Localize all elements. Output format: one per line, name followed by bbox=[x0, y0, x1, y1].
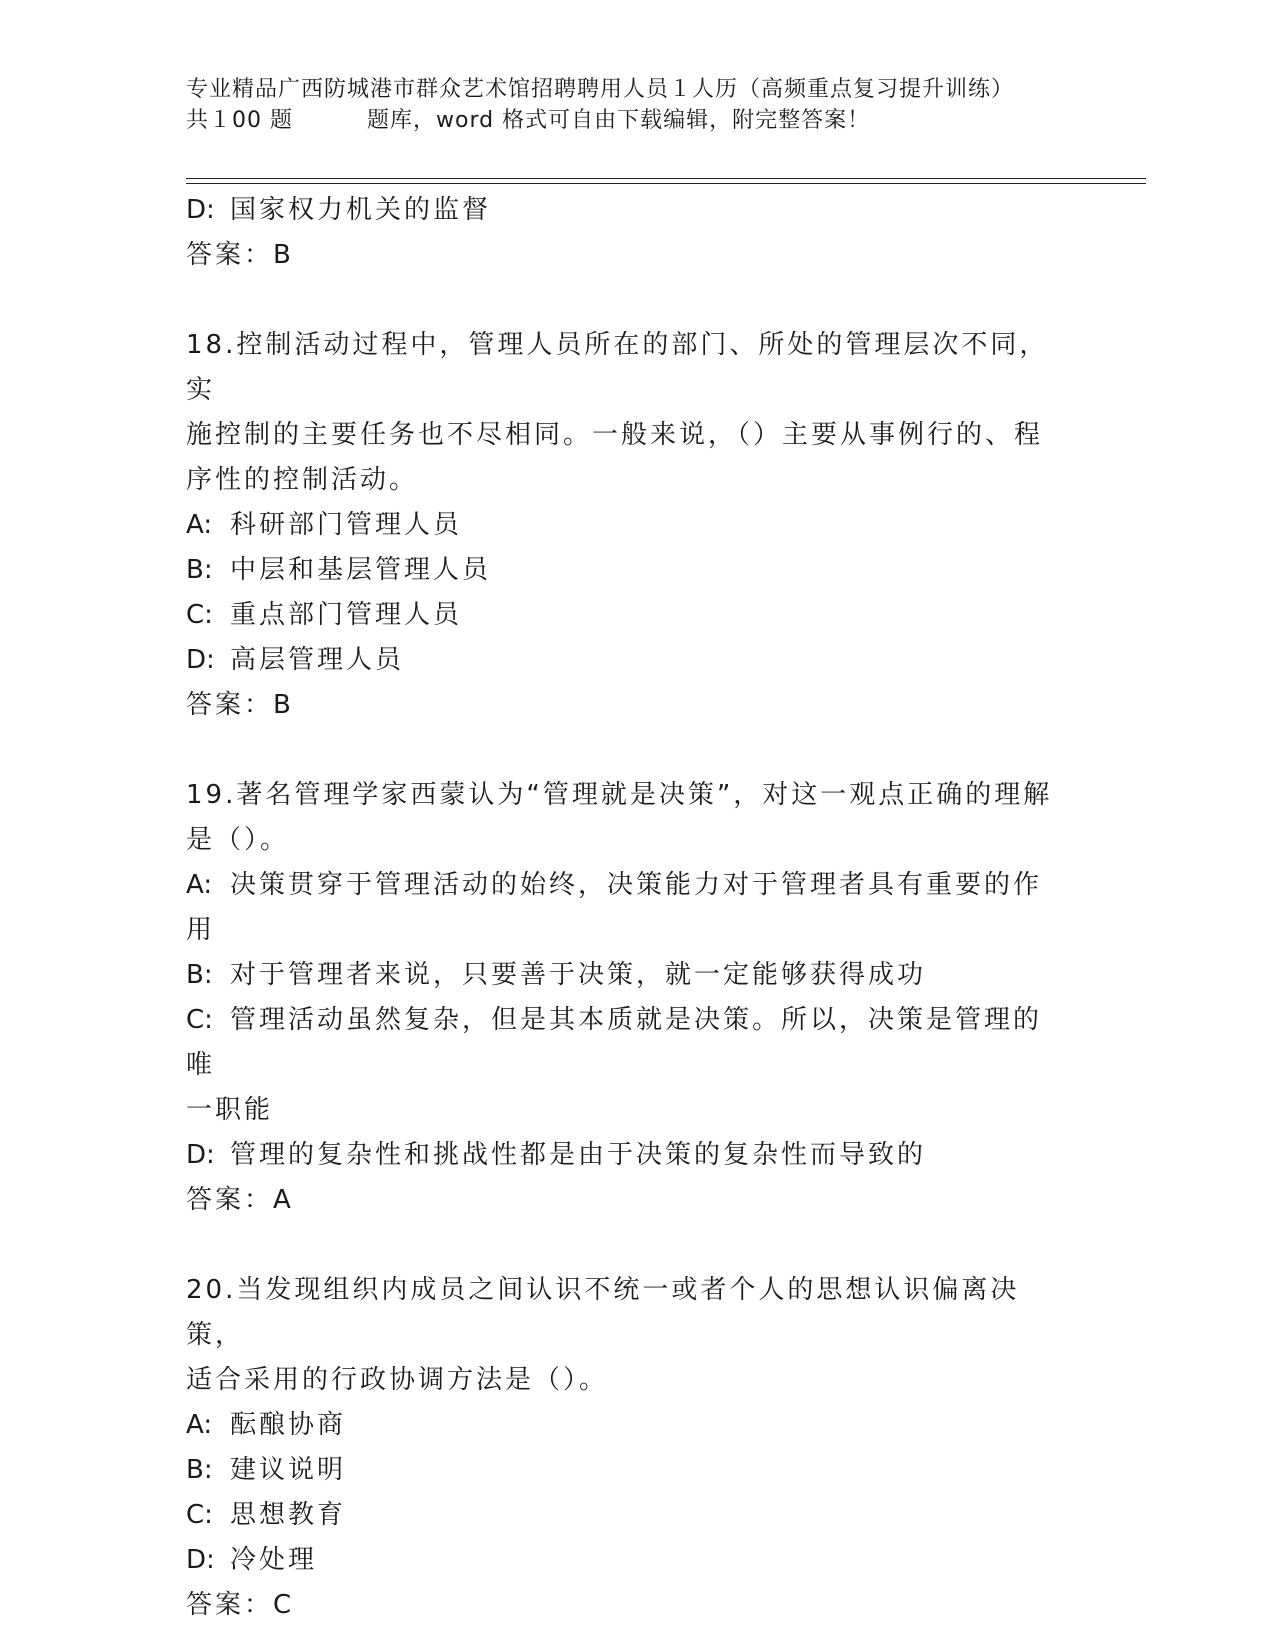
question-text-line: 18.控制活动过程中，管理人员所在的部门、所处的管理层次不同，实 bbox=[186, 330, 1049, 405]
question-18 bbox=[186, 323, 1066, 728]
option-text: 管理的复杂性和挑战性都是由于决策的复杂性而导致的 bbox=[230, 1140, 927, 1170]
option-d bbox=[186, 638, 1066, 683]
option-a bbox=[186, 863, 1066, 953]
option-key: B: bbox=[186, 555, 213, 585]
option-b bbox=[186, 953, 1066, 998]
option-text: 中层和基层管理人员 bbox=[230, 555, 492, 585]
question-text-line: 施控制的主要任务也不尽相同。一般来说，（）主要从事例行的、程 bbox=[186, 420, 1044, 450]
question-text-line: 20.当发现组织内成员之间认识不统一或者个人的思想认识偏离决策， bbox=[186, 1275, 1020, 1350]
option-key: D: bbox=[186, 1140, 215, 1170]
question-20 bbox=[186, 1268, 1066, 1628]
document-body bbox=[186, 188, 1066, 1628]
option-key: C: bbox=[186, 1005, 213, 1035]
question-19 bbox=[186, 773, 1066, 1223]
option-key: A: bbox=[186, 510, 213, 540]
answer-line: 答案：C bbox=[186, 1590, 295, 1620]
document-header bbox=[186, 74, 1086, 136]
header-question-count: 共１00 题 bbox=[186, 108, 293, 133]
option-a bbox=[186, 503, 1066, 548]
answer-line: 答案：B bbox=[186, 240, 294, 270]
option-d bbox=[186, 188, 1066, 233]
option-c bbox=[186, 593, 1066, 638]
option-c bbox=[186, 1493, 1066, 1538]
option-text: 决策贯穿于管理活动的始终，决策能力对于管理者具有重要的作用 bbox=[186, 870, 1043, 945]
header-divider-top bbox=[186, 178, 1146, 179]
option-a bbox=[186, 1403, 1066, 1448]
option-key: D: bbox=[186, 1545, 215, 1575]
previous-question-tail bbox=[186, 188, 1066, 278]
option-text: 管理活动虽然复杂，但是其本质就是决策。所以，决策是管理的唯 bbox=[186, 1005, 1043, 1080]
option-text: 高层管理人员 bbox=[230, 645, 405, 675]
question-text-line: 适合采用的行政协调方法是（）。 bbox=[186, 1365, 609, 1395]
option-text: 酝酿协商 bbox=[230, 1410, 347, 1440]
option-text-continuation: 一职能 bbox=[186, 1095, 274, 1125]
option-key: D: bbox=[186, 195, 215, 225]
option-key: C: bbox=[186, 600, 213, 630]
option-d bbox=[186, 1538, 1066, 1583]
option-text: 科研部门管理人员 bbox=[230, 510, 463, 540]
option-b bbox=[186, 548, 1066, 593]
option-b bbox=[186, 1448, 1066, 1493]
option-text: 冷处理 bbox=[230, 1545, 318, 1575]
option-text: 建议说明 bbox=[230, 1455, 347, 1485]
question-text-line: 是（）。 bbox=[186, 825, 290, 855]
option-key: B: bbox=[186, 960, 213, 990]
option-text: 思想教育 bbox=[230, 1500, 347, 1530]
header-subtitle-line bbox=[186, 105, 1086, 136]
option-key: D: bbox=[186, 645, 215, 675]
answer-line: 答案：B bbox=[186, 690, 294, 720]
option-text: 对于管理者来说，只要善于决策，就一定能够获得成功 bbox=[230, 960, 927, 990]
question-text-line: 序性的控制活动。 bbox=[186, 465, 419, 495]
header-title-line: 专业精品广西防城港市群众艺术馆招聘聘用人员１人历（高频重点复习提升训练） bbox=[186, 77, 1015, 102]
option-key: B: bbox=[186, 1455, 213, 1485]
option-d bbox=[186, 1133, 1066, 1178]
option-text: 国家权力机关的监督 bbox=[230, 195, 492, 225]
answer-line: 答案：A bbox=[186, 1185, 294, 1215]
option-key: A: bbox=[186, 1410, 213, 1440]
option-text: 重点部门管理人员 bbox=[230, 600, 463, 630]
option-key: A: bbox=[186, 870, 213, 900]
option-c bbox=[186, 998, 1066, 1088]
header-format-note: 题库，word 格式可自由下载编辑，附完整答案！ bbox=[367, 108, 871, 133]
question-text-line: 19.著名管理学家西蒙认为“管理就是决策”，对这一观点正确的理解 bbox=[186, 780, 1053, 810]
option-key: C: bbox=[186, 1500, 213, 1530]
header-divider-bottom bbox=[186, 183, 1146, 184]
